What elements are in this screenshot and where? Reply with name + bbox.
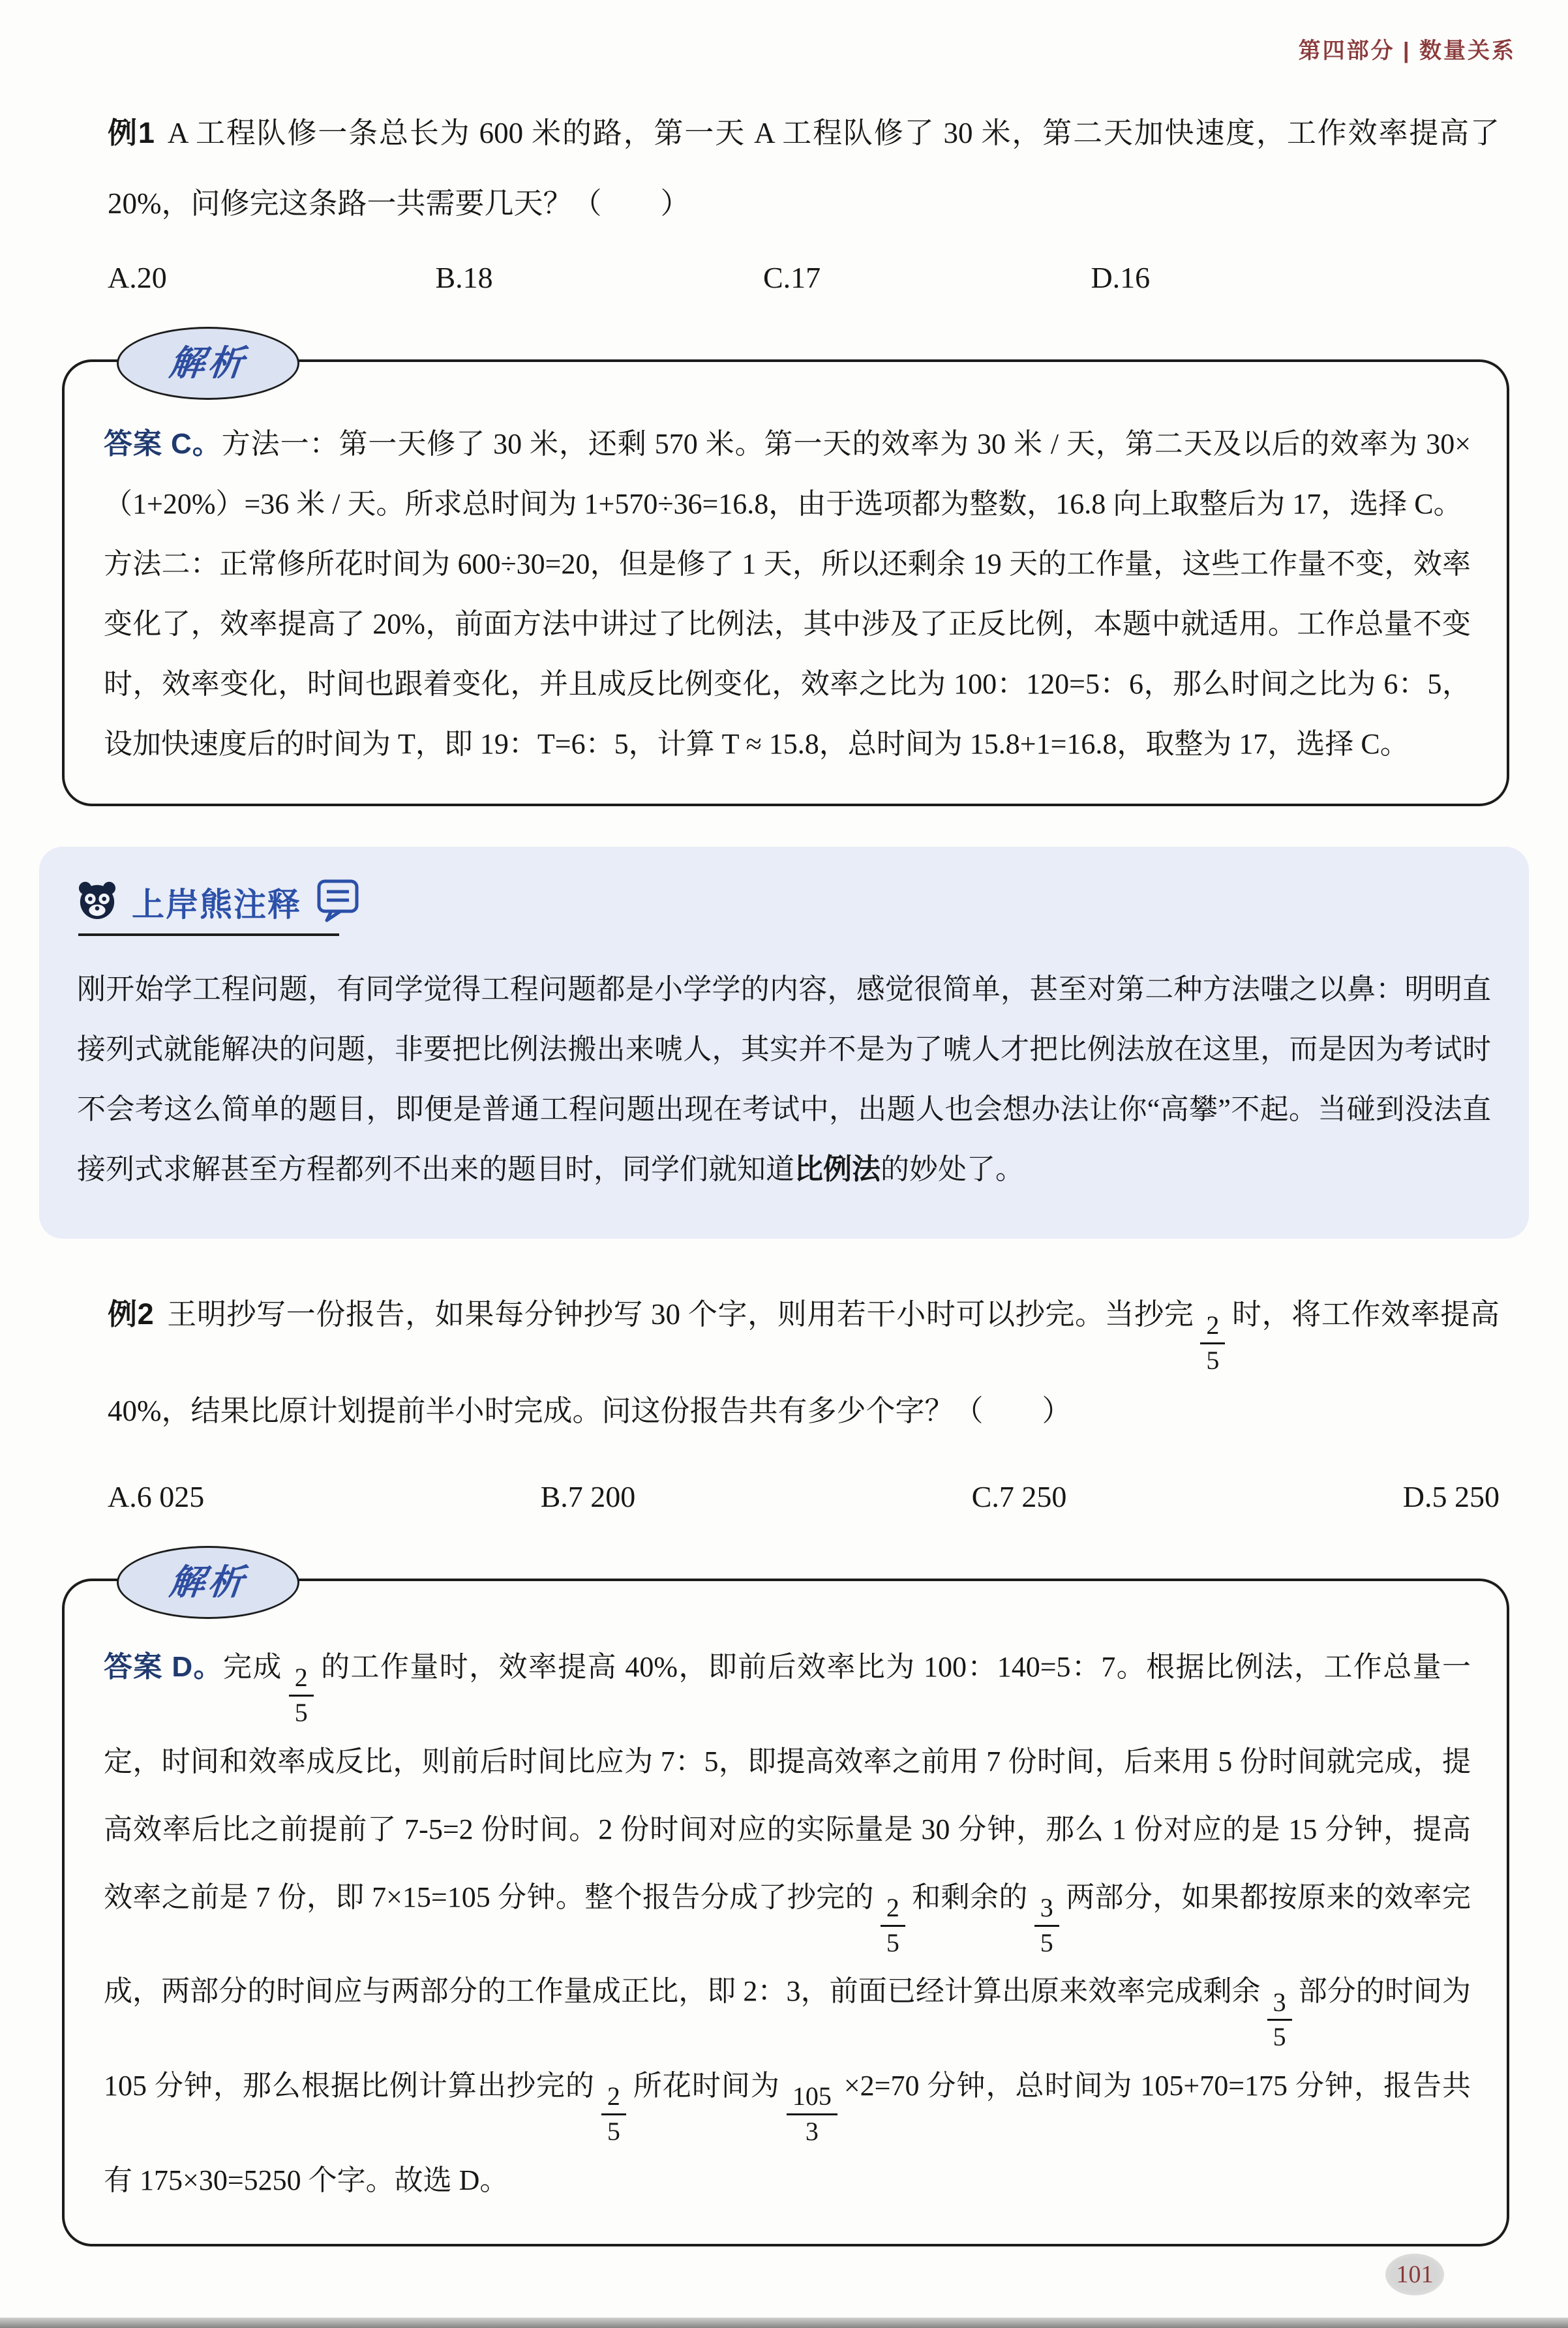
fraction: $\frac{2}{5}$: [1200, 1311, 1225, 1376]
example1-options: [108, 258, 1419, 297]
fraction: $\frac{3}{5}$: [1267, 1988, 1292, 2053]
fraction: $\frac{105}{3}$: [787, 2082, 837, 2147]
example1-question: [108, 98, 1500, 239]
analysis1-paragraph-2: 方法二：正常修所花时间为 600÷30=20，但是修了 1 天，所以还剩余 19 天的工作量，这些工作量不变，效率变化了，效率提高了 20%，前面方法中讲过了比例法，其中涉及了正反比例，本题中就适用。工作总量不变时，效率变化，时间也跟着变化，并且成反比例变化，效率之比为 100：120=5：6，那么时间之比为 6：5，设加快速度后的时间为 T，即 19：T=6：5，计算 T ≈ 15.8，总时间为 15.8+1=16.8，取整为 17，选择 C。: [104, 548, 1471, 760]
option: C.7 250: [971, 1479, 1067, 1513]
fraction: $\frac{2}{5}$: [881, 1894, 905, 1958]
option: A.20: [108, 261, 167, 294]
analysis1-text-1: 方法一：第一天修了 30 米，还剩 570 米。第一天的效率为 30 米 / 天，第二天及以后的效率为 30×（1+20%）=36 米 / 天。所求总时间为 1+570÷36=16.8，由于选项都为整数，16.8 向上取整后为 17，选择 C。: [104, 428, 1471, 520]
fraction: $\frac{2}{5}$: [289, 1663, 314, 1728]
note-section: [39, 847, 1529, 1239]
option: C.17: [762, 261, 821, 294]
note-header: [77, 878, 1491, 926]
answer-label: 答案 C。: [104, 428, 222, 460]
page-header: 第四部分 | 数量关系: [1298, 38, 1516, 63]
note-title: 上岸熊注释: [132, 886, 301, 923]
analysis-box-2: [62, 1562, 1509, 2246]
page-bottom-edge: [0, 2318, 1568, 2328]
analysis-badge-label: 解析: [167, 344, 249, 383]
example1-label: 例1: [108, 116, 155, 149]
speech-bubble-icon: [316, 878, 365, 926]
note-text-1: 刚开始学工程问题，有同学觉得工程问题都是小学学的内容，感觉很简单，甚至对第二种方法嗤之以鼻：明明直接列式就能解决的问题，非要把比例法搬出来唬人，其实并不是为了唬人才把比例法放在这里，而是因为考试时不会考这么简单的题目，即便是普通工程问题出现在考试中，出题人也会想办法让你“高攀”不起。当碰到没法直接列式求解甚至方程都列不出来的题目时，同学们就知道: [77, 973, 1491, 1185]
analysis1-paragraph-1: [104, 414, 1471, 534]
analysis-box-1: [62, 344, 1509, 806]
option: D.5 250: [1402, 1479, 1500, 1513]
example2-label: 例2: [108, 1297, 154, 1331]
note-divider: [78, 933, 339, 936]
example2-question-text: 王明抄写一份报告，如果每分钟抄写 30 个字，则用若干小时可以抄完。当抄完 $\frac{2}{5}$ 时，将工作效率提高 40%，结果比原计划提前半小时完成。问这份报告共有多少个字？（ ）: [108, 1298, 1500, 1427]
analysis2-text: 完成 $\frac{2}{5}$ 的工作量时，效率提高 40%，即前后效率比为 100：140=5：7。根据比例法，工作总量一定，时间和效率成反比，则前后时间比应为 7：5，即提高效率之前用 7 份时间，后来用 5 份时间就完成，提高效率后比之前提前了 7-5=2 份时间。2 份时间对应的实际量是 30 分钟，那么 1 份对应的是 15 分钟，提高效率之前是 7 份，即 7×15=105 分钟。整个报告分成了抄完的 $\frac{2}{5}$ 和剩余的 $\frac{3}{5}$ 两部分，如果都按原来的效率完成，两部分的时间应与两部分的工作量成正比，即 2：3，前面已经计算出原来效率完成剩余 $\frac{3}{5}$ 部分的时间为 105 分钟，那么根据比例计算出抄完的 $\frac{2}{5}$ 所花时间为 $\frac{105}{3}$ ×2=70 分钟，总时间为 105+70=175 分钟，报告共有 175×30=5250 个字。故选 D。: [104, 1650, 1471, 2196]
example1-question-text: A 工程队修一条总长为 600 米的路，第一天 A 工程队修了 30 米，第二天加快速度，工作效率提高了 20%，问修完这条路一共需要几天？（ ）: [108, 117, 1500, 220]
note-text-2: 的妙处了。: [881, 1153, 1024, 1185]
analysis-badge-label: 解析: [167, 1562, 249, 1602]
note-body: [77, 960, 1491, 1200]
analysis-badge: [117, 1546, 299, 1619]
answer-label: 答案 D。: [104, 1650, 223, 1683]
option: B.18: [435, 261, 493, 294]
option: A.6 025: [108, 1479, 205, 1513]
bear-icon: [77, 881, 117, 923]
note-bold-term: 比例法: [794, 1153, 881, 1185]
fraction: $\frac{2}{5}$: [601, 2082, 626, 2147]
example2-options: [108, 1477, 1500, 1517]
option: D.16: [1091, 261, 1151, 294]
example2-question: [108, 1279, 1500, 1446]
analysis2-paragraph: [104, 1633, 1471, 2215]
fraction: $\frac{3}{5}$: [1034, 1894, 1059, 1958]
analysis-badge: [117, 327, 299, 400]
page-number: 101: [1385, 2254, 1444, 2295]
option: B.7 200: [540, 1479, 636, 1513]
